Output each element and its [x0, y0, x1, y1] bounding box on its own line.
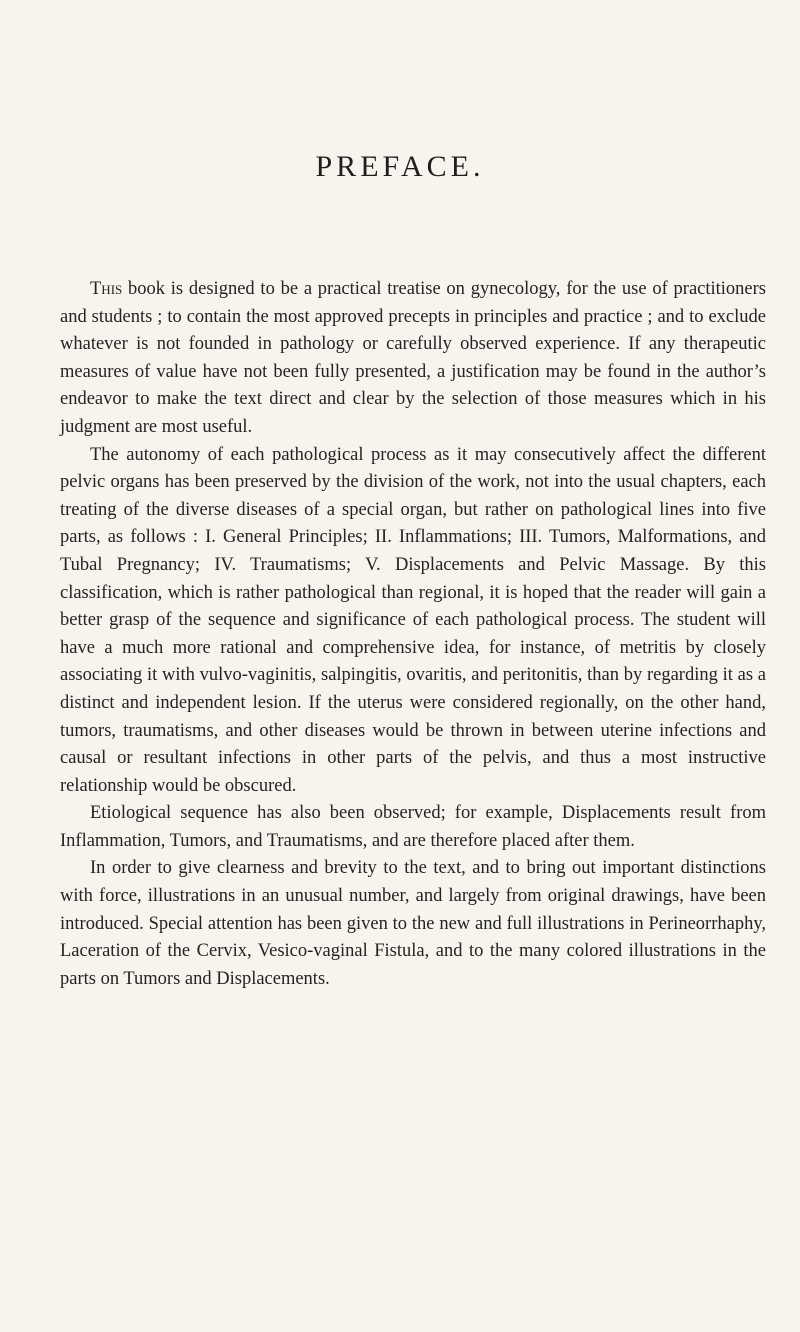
paragraph-4: [60, 855, 766, 993]
paragraph-1: [60, 276, 766, 442]
paragraph-1-text: book is designed to be a practical treatise on gynecology, for the use of practitioners and students ; to contain the most approved precepts in principles and practice ; and to exclude whatever is not founded in pathology or carefully observed experience. If any therapeutic measures of value have not been fully presented, a justification may be found in the author’s endeavor to make the text direct and clear by the selection of those measures which in his judgment are most useful.: [60, 279, 766, 437]
paragraph-4-text: In order to give clearness and brevity to the text, and to bring out important distinctions with force, illustrations in an unusual number, and largely from original drawings, have been introduced. Special attention has been given to the new and full illustrations in Perineorrhaphy, Laceration of the Cervix, Vesico-vaginal Fistula, and to the many colored illustrations in the parts on Tumors and Displacements.: [60, 858, 766, 989]
paragraph-3: [60, 800, 766, 855]
paragraph-1-lead: This: [90, 279, 123, 299]
preface-body: [60, 276, 766, 993]
paragraph-2: [60, 442, 766, 801]
paragraph-3-text: Etiological sequence has also been observed; for example, Displacements result from Inflammation, Tumors, and Traumatisms, and are therefore placed after them.: [60, 803, 766, 851]
page-title: PREFACE.: [315, 150, 485, 183]
paragraph-2-text: The autonomy of each pathological process as it may consecutively affect the different pelvic organs has been preserved by the division of the work, not into the usual chapters, each treating of the diverse diseases of a special organ, but rather on pathological lines into five parts, as follows : I. General Principles; II. Inflammations; III. Tumors, Malformations, and Tubal Pregnancy; IV. Traumatisms; V. Displacements and Pelvic Massage. By this classification, which is rather pathological than regional, it is hoped that the reader will gain a better grasp of the sequence and significance of each pathological process. The student will have a much more rational and comprehensive idea, for instance, of metritis by closely associating it with vulvo-vaginitis, salpingitis, ovaritis, and peritonitis, than by regarding it as a distinct and independent lesion. If the uterus were considered regionally, on the other hand, tumors, traumatisms, and other diseases would be thrown in between uterine infections and causal or resultant infections in other parts of the pelvis, and thus a most instructive relationship would be obscured.: [60, 444, 766, 796]
